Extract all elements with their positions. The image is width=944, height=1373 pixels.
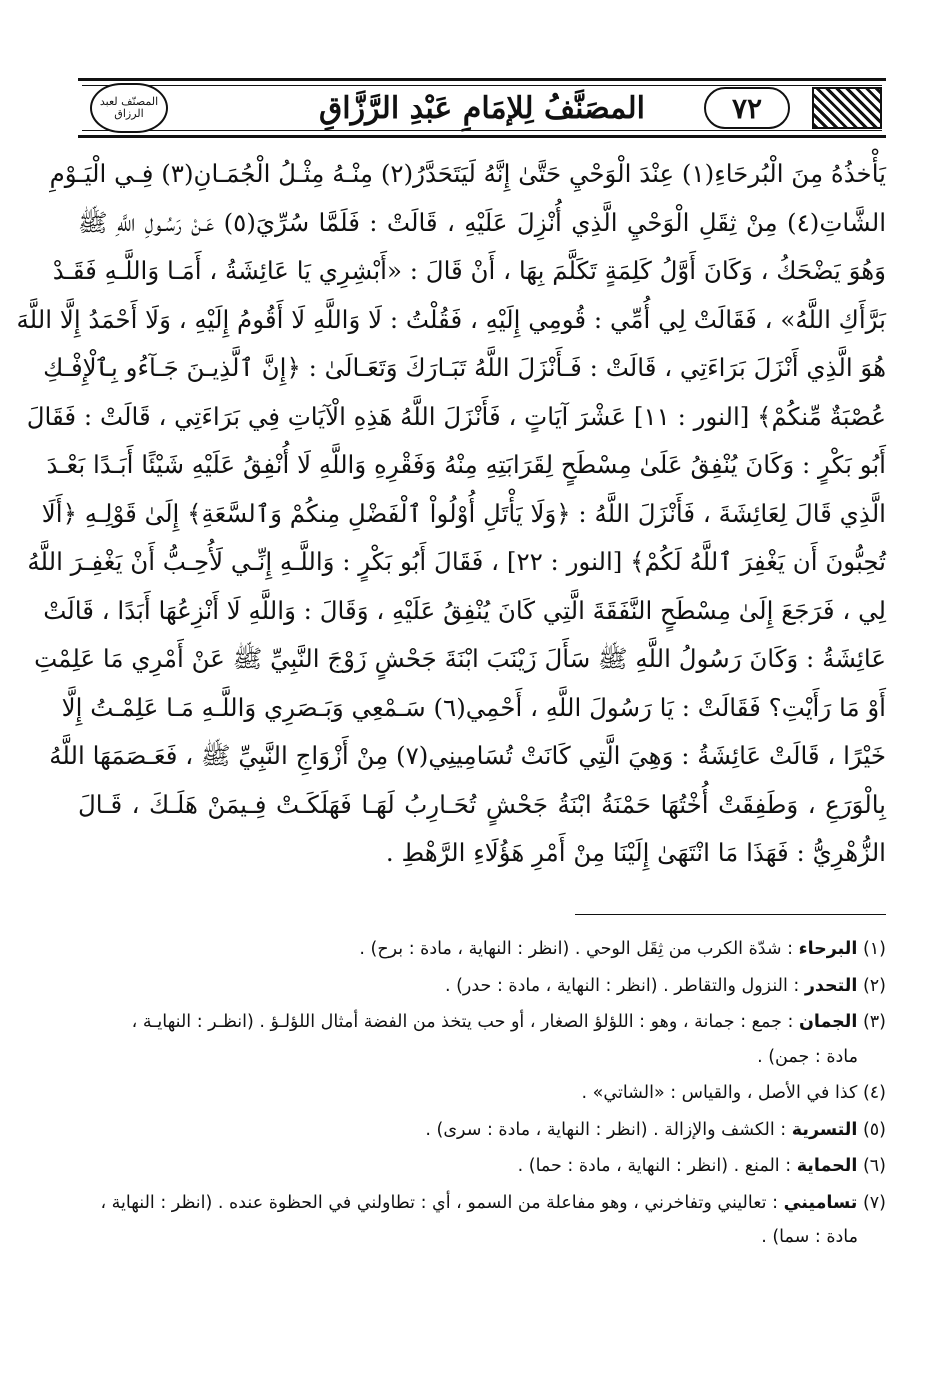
footnote-separator bbox=[575, 914, 886, 915]
text-line: أَبُو بَكْرٍ : وَكَانَ يُنْفِقُ عَلَىٰ مِسْطَحٍ لِقَرَابَتِهِ مِنْهُ وَفَقْرِهِ وَاللَّهِ لَا أُنْفِقُ عَلَيْهِ شَيْئًا أَبَـدًا بَعْـدَ bbox=[46, 450, 886, 479]
footnote-term: الجمان bbox=[798, 1012, 858, 1032]
footnote-text: : تعاليني وتفاخرني ، وهو مفاعلة من السمو ، أي : تطاولني في الحظوة عنده . (انظر : النهاية ، bbox=[100, 1192, 778, 1213]
footnote-2 bbox=[78, 969, 886, 1004]
footnote-text: : الكشف والإزالة . (انظر : النهاية ، مادة : سرى) . bbox=[425, 1119, 787, 1140]
footnotes-block bbox=[78, 932, 886, 1257]
footnote-term: البرحاء bbox=[798, 939, 858, 959]
header-ornament-right bbox=[812, 87, 882, 129]
footnote-number: (٦) bbox=[862, 1156, 886, 1176]
text-line: يَأْخذُهُ مِنَ الْبُرحَاءِ(١) عِنْدَ الْوَحْيِ حَتَّىٰ إِنَّهُ لَيَتَحَدَّرُ(٢) مِنْـهُ مِثْـلُ الْجُمَـانِ(٣) فِـي الْيَـوْمِ bbox=[49, 159, 886, 188]
footnote-number: (٧) bbox=[862, 1192, 886, 1213]
seal-text: المصنّف لعبد الرزاق bbox=[99, 95, 159, 120]
footnote-5 bbox=[78, 1113, 886, 1148]
footnote-number: (٤) bbox=[862, 1083, 886, 1103]
footnote-continuation: مادة : جمن) . bbox=[757, 1046, 858, 1067]
text-line: هُوَ الَّذِي أَنْزَلَ بَرَاءَتِي ، قَالَتْ : فَـأَنْزَلَ اللَّهُ تَبَـارَكَ وَتَعَـالَىٰ : ﴿إِنَّ ٱلَّذِيـنَ جَـآءُو بِٱلْإِفْـكِ bbox=[43, 353, 886, 382]
text-line: وَهُوَ يَضْحَكُ ، وَكَانَ أَوَّلُ كَلِمَةٍ تَكَلَّمَ بِهَا ، أَنْ قَالَ : «أَبْشِرِي يَا عَائِشَةُ ، أَمَـا وَاللَّـهِ فَقَـدْ bbox=[52, 256, 886, 285]
footnote-term: تساميني bbox=[783, 1192, 858, 1213]
footnote-1 bbox=[78, 932, 886, 967]
footnote-number: (٣) bbox=[862, 1012, 886, 1032]
footnote-number: (١) bbox=[862, 939, 886, 959]
footnote-6 bbox=[78, 1149, 886, 1184]
footnote-term: التسرية bbox=[791, 1119, 858, 1140]
footnote-3 bbox=[78, 1005, 886, 1074]
text-line: أَوْ مَا رَأَيْتِ؟ فَقَالَتْ : يَا رَسُولَ اللَّهِ ، أَحْمِي(٦) سَـمْعِي وَبَـصَرِي وَاللَّـهِ مَـا عَلِمْـتُ إِلَّا bbox=[61, 692, 886, 722]
page-header bbox=[78, 78, 886, 138]
text-line: لِي ، فَرَجَعَ إِلَىٰ مِسْطَحٍ النَّفَقَةَ الَّتِي كَانَ يُنْفِقُ عَلَيْهِ ، وَقَالَ : وَاللَّهِ لَا أَنْزِعُهَا أَبَدًا ، قَالَتْ bbox=[43, 595, 886, 625]
footnote-text: : شدّة الكرب من ثِقَل الوحي . (انظر : النهاية ، مادة : برح) . bbox=[359, 939, 794, 959]
footnote-number: (٢) bbox=[862, 975, 886, 996]
footnote-4 bbox=[78, 1076, 886, 1111]
text-line-last: الزُّهْرِيُّ : فَهَذَا مَا انْتَهَىٰ إِلَيْنَا مِنْ أَمْرِ هَؤُلَاءِ الرَّهْطِ . bbox=[385, 838, 886, 867]
footnote-term: الحماية bbox=[796, 1156, 858, 1176]
text-line: عَائِشَةُ : وَكَانَ رَسُولُ اللَّهِ ﷺ سَأَلَ زَيْنَبَ ابْنَةَ جَحْشٍ زَوْجَ النَّبِيِّ ﷺ عَنْ أَمْرِي مَا عَلِمْتِ bbox=[34, 644, 886, 673]
footnote-text: كذا في الأصل ، والقياس : «الشاتي» . bbox=[581, 1083, 858, 1103]
text-line: بَرَّأَكِ اللَّهُ» ، فَقَالَتْ لِي أُمِّي : قُومِي إِلَيْهِ ، فَقُلْتُ : لَا وَاللَّهِ لَا أَقُومُ إِلَيْهِ ، وَلَا أَحْمَدُ إِلَّا اللَّهَ bbox=[16, 304, 886, 334]
footnote-text: : النزول والتقاطر . (انظر : النهاية ، مادة : حدر) . bbox=[444, 975, 800, 996]
footnote-number: (٥) bbox=[862, 1119, 886, 1140]
footnote-text: : جمع : جمانة ، وهو : اللؤلؤ الصغار ، أو حب يتخذ من الفضة أمثال اللؤلـؤ . (انظـر : النهايـة ، bbox=[131, 1012, 794, 1032]
page-number: ٧٢ bbox=[704, 87, 790, 129]
main-text-block bbox=[16, 150, 886, 878]
text-line: الشَّاتِ(٤) مِنْ ثِقَلِ الْوَحْيِ الَّذِي أُنْزِلَ عَلَيْهِ ، قَالَتْ : فَلَمَّا سُرِّيَ(٥) عَـنْ رَسُـولِ اللَّهِ ﷺ bbox=[78, 207, 886, 237]
text-line: خَيْرًا ، قَالَتْ عَائِشَةُ : وَهِيَ الَّتِي كَانَتْ تُسَامِينِي(٧) مِنْ أَزْوَاجِ النَّبِيِّ ﷺ ، فَعَـصَمَهَا اللَّهُ bbox=[49, 741, 886, 770]
text-line: الَّذِي قَالَ لِعَائِشَةَ ، فَأَنْزَلَ اللَّهُ : ﴿وَلَا يَأْتَلِ أُوْلُواْ ٱلْفَضْلِ مِنكُمْ وَٱلسَّعَةِ﴾ إِلَىٰ قَوْلِـهِ ﴿أَلَا bbox=[41, 498, 886, 528]
text-line: تُحِبُّونَ أَن يَغْفِرَ ٱللَّهُ لَكُمْ﴾ [النور : ٢٢] ، فَقَالَ أَبُو بَكْرٍ : وَاللَّـهِ إِنِّـي لَأُحِـبُّ أَنْ يَغْفِـرَ اللَّهُ bbox=[27, 547, 886, 576]
footnote-text: : المنع . (انظر : النهاية ، مادة : حما) . bbox=[517, 1156, 792, 1176]
text-line: بِالْوَرَعِ ، وَطَفِقَتْ أُخْتُهَا حَمْنَةُ ابْنَةُ جَحْشٍ تُحَـارِبُ لَهَـا فَهَلَكَـتْ فِـيمَنْ هَلَـكَ ، قَـالَ bbox=[78, 789, 886, 819]
book-seal-logo bbox=[90, 83, 168, 133]
footnote-term: التحدر bbox=[804, 975, 858, 996]
footnote-continuation: مادة : سما) . bbox=[761, 1227, 858, 1247]
text-line: عُصْبَةٌ مِّنكُمْ﴾ [النور : ١١] عَشْرَ آيَاتٍ ، فَأَنْزَلَ اللَّهُ هَذِهِ الْآيَاتِ فِي بَرَاءَتِي ، قَالَتْ : فَقَالَ bbox=[26, 401, 886, 431]
running-title: المصَنَّفُ لِلإمَامِ عَبْدِ الرَّزَّاقِ bbox=[319, 90, 645, 126]
footnote-7 bbox=[78, 1186, 886, 1255]
